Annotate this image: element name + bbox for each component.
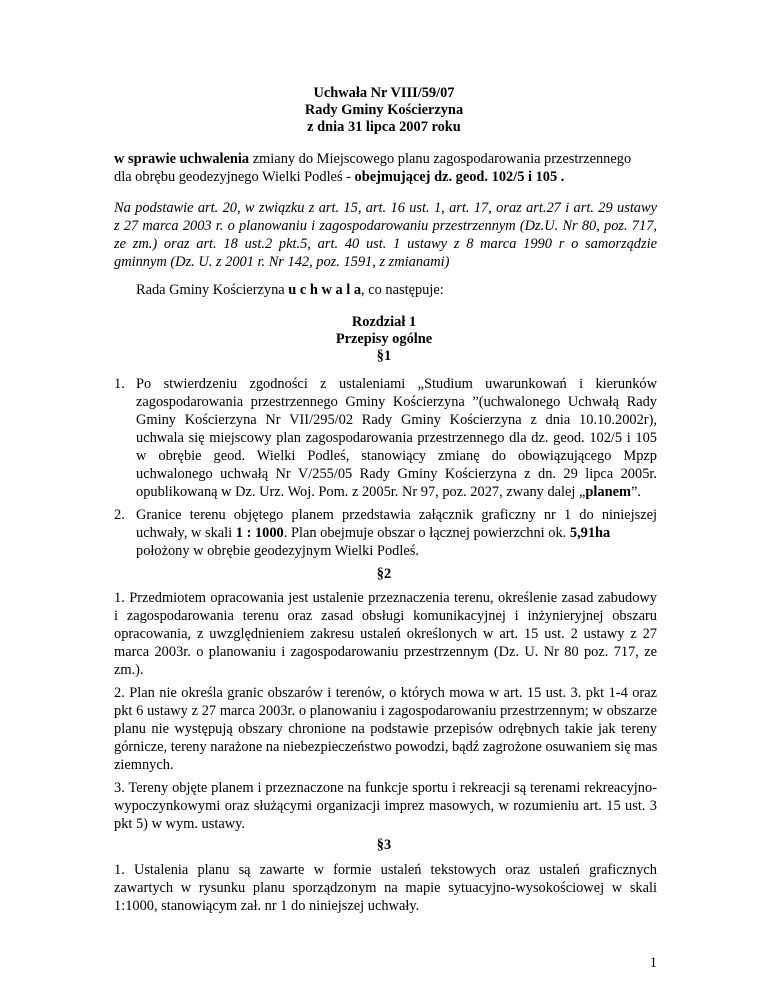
section-1-heading: §1	[376, 348, 392, 364]
section-3-paragraph-1: 1. Ustalenia planu są zawarte w formie ustaleń tekstowych oraz ustaleń graficznych zawartych w rysunku planu sporządzonym na mapie sytuacyjno-wysokościowej w skali 1:1000, stanowiącym zał. nr 1 do niniejszej uchwały.	[114, 862, 657, 914]
legal-basis-paragraph: Na podstawie art. 20, w związku z art. 15, art. 16 ust. 1, art. 17, oraz art.27 i art. 29 ustawy z 27 marca 2003 r. o planowaniu i zagospodarowaniu przestrzennym (Dz.U. Nr 80, poz. 717, ze zm.) oraz art. 18 ust.2 pkt.5, art. 40 ust. 1 ustawy z 8 marca 1990 r o samorządzie gminnym (Dz. U. z 2001 r. Nr 142, poz. 1591, z zmianami)	[114, 200, 657, 270]
section-2-paragraph-3: 3. Tereny objęte planem i przeznaczone na funkcje sportu i rekreacji są terenami rekreacyjno- wypoczynkowymi oraz służącymi organizacji imprez masowych, w rozumieniu art. 15 ust. 3 pkt 5) w wym. ustawy.	[114, 780, 657, 832]
section-2-paragraph-2: 2. Plan nie określa granic obszarów i terenów, o których mowa w art. 15 ust. 3. pkt 1-4 oraz pkt 6 ustawy z 27 marca 2003r. o planowaniu i zagospodarowaniu przestrzennym; w obszarze planu nie występują obszary chronione na podstawie przepisów odrębnych takie jak tereny górnicze, tereny narażone na niebezpieczeństwo powodzi, bądź zagrożone osuwaniem się mas ziemnych.	[114, 685, 658, 773]
subject-paragraph	[114, 150, 657, 186]
council-name: Rady Gminy Kościerzyna	[304, 102, 464, 118]
item-1-text: Po stwierdzeniu zgodności z ustaleniami „Studium uwarunkowań i kierunków zagospodarowania przestrzennego Gminy Kościerzyna ”(uchwalonego Uchwałą Rady Gminy Kościerzyna Nr VII/295/02 Rady Gminy Kościerzyna z dnia 10.10.2002r), uchwala się miejscowy plan zagospodarowania przestrzennego dla dz. geod. 102/5 i 105 w obrębie geod. Wielki Podleś, stanowiący zmianę do obowiązującego Mpzp uchwalonego uchwałą Nr V/255/05 Rady Gminy Kościerzyna z dn. 29 lipca 2005r. opublikowaną w Dz. Urz. Woj. Pom. z 2005r. Nr 97, poz. 2027, zwany dalej „planem”.	[136, 376, 657, 500]
resolution-number: Uchwała Nr VIII/59/07	[313, 85, 455, 101]
item-2-text: Granice terenu objętego planem przedstawia załącznik graficzny nr 1 do niniejszej uchwały, w skali 1 : 1000. Plan obejmuje obszar o łącznej powierzchni ok. 5,91ha położony w obrębie geodezyjnym Wielki Podleś.	[136, 507, 657, 559]
section-2-heading: §2	[376, 566, 392, 582]
subject-line-2: dla obrębu geodezyjnego Wielki Podleś - obejmującej dz. geod. 102/5 i 105 .	[114, 169, 565, 185]
subject-line-1: w sprawie uchwalenia zmiany do Miejscowego planu zagospodarowania przestrzennego	[114, 151, 632, 167]
chapter-title: Rozdział 1	[351, 314, 417, 330]
section-2-paragraph-1: 1. Przedmiotem opracowania jest ustalenie przeznaczenia terenu, określenie zasad zabudowy i zagospodarowania terenu oraz zasad obsługi komunikacyjnej i inżynieryjnej obszaru opracowania, z uwzględnieniem zakresu ustaleń określonych w art. 15 ust. 2 ustawy z 27 marca 2003r. o planowaniu i zagospodarowaniu przestrzennym (Dz. U. Nr 80 poz. 717, ze zm.).	[114, 590, 657, 678]
page-number: 1	[649, 955, 657, 971]
item-2-number: 2.	[114, 507, 125, 523]
resolution-date: z dnia 31 lipca 2007 roku	[307, 119, 461, 135]
chapter-subtitle: Przepisy ogólne	[335, 331, 433, 347]
section-3-heading: §3	[376, 837, 392, 853]
item-1-number: 1.	[114, 376, 125, 392]
resolves-line: Rada Gminy Kościerzyna u c h w a l a, co następuje:	[136, 282, 444, 298]
